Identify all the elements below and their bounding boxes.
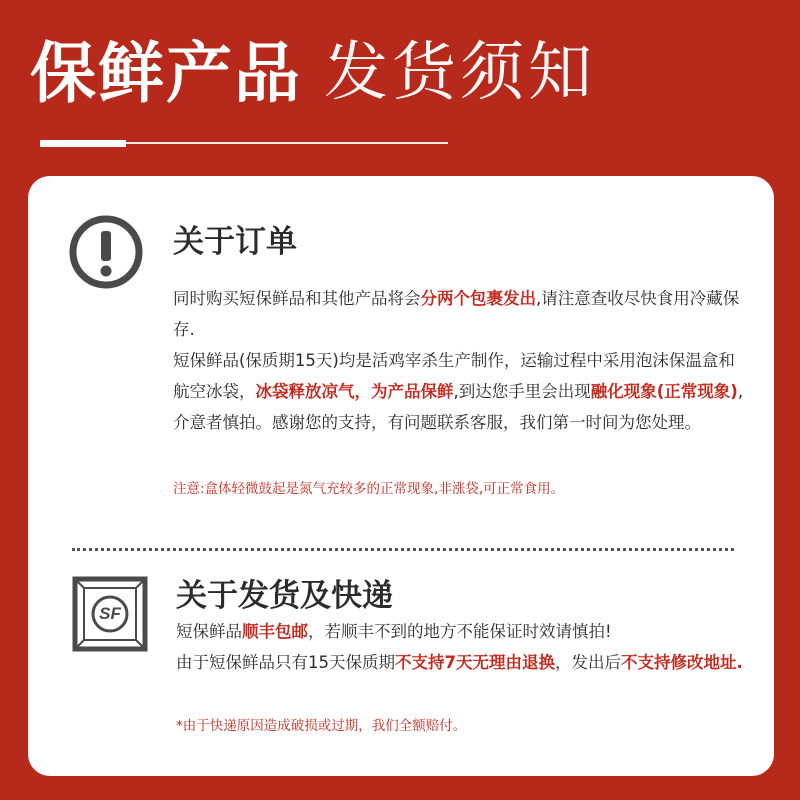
- order-note: 注意:盒体轻微鼓起是氮气充较多的正常现象,非涨袋,可正常食用。: [173, 481, 565, 497]
- order-section-title: 关于订单: [173, 224, 297, 260]
- order-p1-text-a: 同时购买短保鲜品和其他产品将会: [173, 289, 421, 308]
- shipping-p2-highlight-1: 不支持7天无理由退换: [395, 653, 555, 672]
- shipping-p1-text-a: 短保鲜品: [176, 622, 242, 641]
- shipping-section-title: 关于发货及快递: [176, 578, 393, 614]
- shipping-p1-highlight: 顺丰包邮: [242, 622, 308, 641]
- shipping-p2-text-a: 由于短保鲜品只有15天保质期: [176, 653, 395, 672]
- title-underline-thin: [126, 142, 448, 144]
- header-title: [30, 22, 596, 112]
- order-p2-highlight-2: 融化现象(正常现象): [590, 382, 738, 401]
- order-paragraph-1: [173, 283, 753, 345]
- order-p2-text-b: ,到达您手里会出现: [453, 382, 591, 401]
- section-divider: [72, 548, 734, 551]
- title-light: 发货须知: [324, 36, 596, 110]
- order-p1-highlight: 分两个包裹发出: [420, 289, 536, 308]
- exclamation-circle-icon: [68, 214, 144, 290]
- shipping-p2-text-b: ，发出后: [554, 653, 621, 672]
- shipping-note: *由于快递原因造成破损或过期，我们全额赔付。: [176, 718, 467, 734]
- shipping-p2-highlight-2: 不支持修改地址.: [620, 653, 743, 672]
- title-underline-thick: [40, 140, 126, 147]
- order-p2-text-a: 短保鲜品(保质期15天)均是活鸡宰杀生产制作，运输过程中采用泡沫保温盒和航空冰袋，: [173, 351, 735, 401]
- order-paragraph-2: [173, 345, 745, 438]
- shipping-paragraph-2: [176, 647, 746, 678]
- order-p1-text-b: ,请注意查收尽快食用冷藏保存.: [173, 289, 740, 339]
- sf-logo-text: SF: [99, 604, 121, 623]
- info-card: [28, 176, 774, 776]
- order-p2-text-c: ,介意者慎拍。感谢您的支持，有问题联系客服，我们第一时间为您处理。: [173, 382, 744, 432]
- order-p2-highlight-1: 冰袋释放凉气，为产品保鲜: [255, 382, 454, 401]
- title-bold: 保鲜产品: [30, 34, 302, 112]
- sf-express-logo-icon: [72, 576, 148, 652]
- shipping-paragraph-1: [176, 616, 746, 647]
- shipping-p1-text-b: ，若顺丰不到的地方不能保证时效请慎拍!: [308, 622, 612, 641]
